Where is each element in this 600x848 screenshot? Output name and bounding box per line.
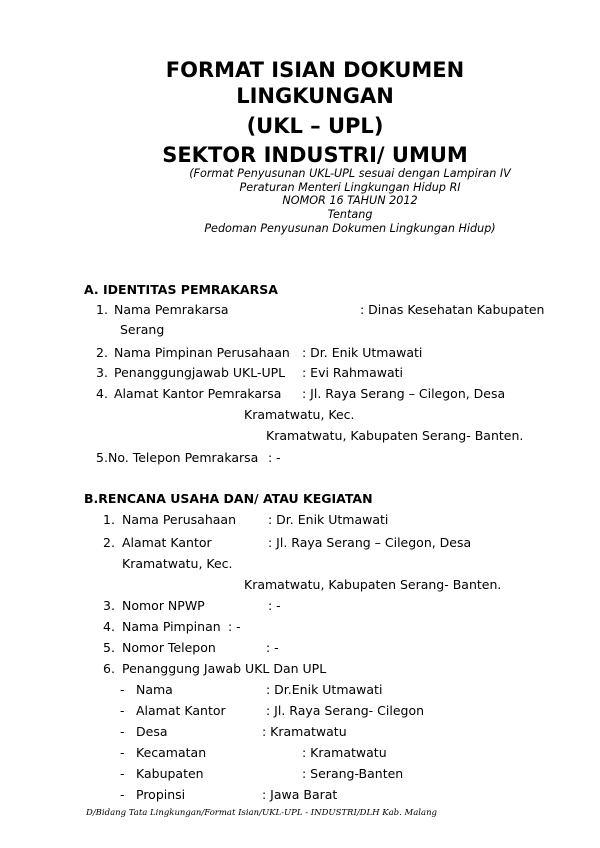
item-number: 6. <box>103 661 115 676</box>
item-value-continued: Kramatwatu, Kec. <box>122 556 233 571</box>
bullet: - <box>120 703 125 718</box>
item-number: 4. <box>103 619 115 634</box>
sub-item-label: Kecamatan <box>136 745 207 760</box>
item-label: Alamat Kantor <box>122 535 212 550</box>
item-label: Nama Pemrakarsa <box>114 302 229 317</box>
page-footer: D/Bidang Tata Lingkungan/Format Isian/UKL-UPL - INDUSTRI/DLH Kab. Malang <box>86 808 437 818</box>
doc-subtitle-line-4: Tentang <box>327 208 373 221</box>
doc-title-line-4: SEKTOR INDUSTRI/ UMUM <box>162 143 468 167</box>
section-a-heading: A. IDENTITAS PEMRAKARSA <box>84 282 278 297</box>
doc-subtitle-line-2: Peraturan Menteri Lingkungan Hidup RI <box>239 181 461 194</box>
sub-item-label: Desa <box>136 724 168 739</box>
item-value-continued-2: Kramatwatu, Kabupaten Serang- Banten. <box>244 577 502 592</box>
item-value: : Evi Rahmawati <box>302 365 404 380</box>
sub-item-value: : Jawa Barat <box>262 787 338 802</box>
item-label: Penanggungjawab UKL-UPL <box>114 365 286 380</box>
bullet: - <box>120 682 125 697</box>
sub-item-value: : Kramatwatu <box>262 724 347 739</box>
item-label: Penanggung Jawab UKL Dan UPL <box>122 661 327 676</box>
sub-item-label: Nama <box>136 682 173 697</box>
item-label: No. Telepon Pemrakarsa <box>108 450 259 465</box>
item-label: Nama Pimpinan Perusahaan <box>114 345 290 360</box>
bullet: - <box>120 724 125 739</box>
item-label: Alamat Kantor Pemrakarsa <box>114 386 282 401</box>
doc-subtitle-line-3: NOMOR 16 TAHUN 2012 <box>282 194 418 207</box>
item-number: 5. <box>103 640 115 655</box>
item-number: 3. <box>103 598 115 613</box>
bullet: - <box>120 787 125 802</box>
item-value: : - <box>228 619 241 634</box>
item-number: 2. <box>103 535 115 550</box>
doc-subtitle-line-5: Pedoman Penyusunan Dokumen Lingkungan Hidup) <box>204 222 496 235</box>
item-value-continued: Serang <box>120 322 165 337</box>
item-number: 4. <box>96 386 108 401</box>
section-b-heading: B.RENCANA USAHA DAN/ ATAU KEGIATAN <box>84 491 373 506</box>
doc-title-line-1: FORMAT ISIAN DOKUMEN <box>165 58 465 82</box>
sub-item-label: Propinsi <box>136 787 186 802</box>
item-value: : - <box>268 450 281 465</box>
item-label: Nomor Telepon <box>122 640 216 655</box>
item-label: Nama Perusahaan <box>122 512 237 527</box>
sub-item-label: Kabupaten <box>136 766 204 781</box>
item-value-continued: Kramatwatu, Kec. <box>244 407 355 422</box>
item-number: 5. <box>96 450 108 465</box>
sub-item-value: : Kramatwatu <box>302 745 387 760</box>
item-value-continued-2: Kramatwatu, Kabupaten Serang- Banten. <box>266 428 524 443</box>
item-number: 1. <box>96 302 108 317</box>
sub-item-value: : Jl. Raya Serang- Cilegon <box>266 703 425 718</box>
item-value: : Jl. Raya Serang – Cilegon, Desa <box>302 386 506 401</box>
doc-title-line-2: LINGKUNGAN <box>236 84 394 108</box>
sub-item-label: Alamat Kantor <box>136 703 226 718</box>
bullet: - <box>120 745 125 760</box>
sub-item-value: : Dr.Enik Utmawati <box>266 682 383 697</box>
item-value: : - <box>268 598 281 613</box>
item-number: 1. <box>103 512 115 527</box>
item-value: : Dinas Kesehatan Kabupaten <box>360 302 545 317</box>
doc-subtitle-line-1: (Format Penyusunan UKL-UPL sesuai dengan Lampiran IV <box>189 167 511 180</box>
item-value: : Dr. Enik Utmawati <box>302 345 423 360</box>
item-value: : Jl. Raya Serang – Cilegon, Desa <box>268 535 472 550</box>
item-label: Nomor NPWP <box>122 598 205 613</box>
item-number: 2. <box>96 345 108 360</box>
sub-item-value: : Serang-Banten <box>302 766 404 781</box>
item-value: : - <box>266 640 279 655</box>
bullet: - <box>120 766 125 781</box>
doc-title-line-3: (UKL – UPL) <box>246 114 384 138</box>
item-value: : Dr. Enik Utmawati <box>268 512 389 527</box>
item-number: 3. <box>96 365 108 380</box>
item-label: Nama Pimpinan <box>122 619 221 634</box>
